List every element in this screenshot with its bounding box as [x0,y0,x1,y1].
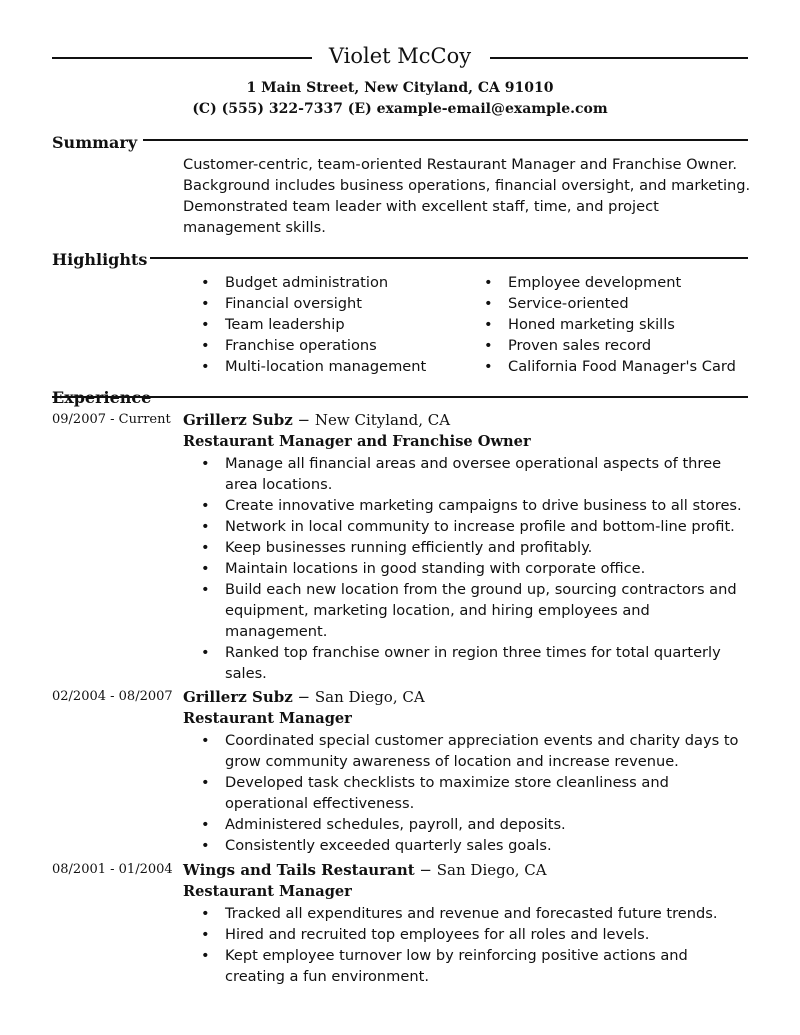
highlight-item: • Financial oversight [183,293,426,314]
job-title: Restaurant Manager and Franchise Owner [183,433,531,450]
address-line: 1 Main Street, New Cityland, CA 91010 [246,80,554,96]
highlight-item: • Proven sales record [466,335,736,356]
experience-rule [52,396,748,398]
job-bullet: • Administered schedules, payroll, and deposits. [183,814,748,835]
job-header: Grillerz Subz − San Diego, CA [183,688,425,706]
highlight-item: • Budget administration [183,272,426,293]
job-title: Restaurant Manager [183,883,352,900]
job-location: San Diego, CA [436,861,547,879]
job-bullet: • Manage all financial areas and oversee operational aspects of three area locations. [183,453,748,495]
job-company: Wings and Tails Restaurant [183,861,415,879]
summary-line: Customer-centric, team-oriented Restaurant Manager and Franchise Owner. [183,156,738,173]
job-header: Wings and Tails Restaurant − San Diego, CA [183,861,547,879]
job-bullet: • Hired and recruited top employees for all roles and levels. [183,924,748,945]
job-bullets [183,903,748,987]
candidate-name: Violet McCoy [328,44,472,68]
highlights-right-list [466,272,736,377]
job-dates: 09/2007 - Current [52,412,171,427]
job-bullet: • Maintain locations in good standing with corporate office. [183,558,748,579]
contact-line: (C) (555) 322-7337 (E) example-email@example.com [192,101,608,117]
job-location: San Diego, CA [314,688,425,706]
job-bullets [183,453,748,684]
highlights-left-list [183,272,426,377]
job-entry [183,687,748,856]
highlight-item: • California Food Manager's Card [466,356,736,377]
job-bullet: • Consistently exceeded quarterly sales goals. [183,835,748,856]
highlights-rule [150,257,748,259]
highlight-item: • Multi-location management [183,356,426,377]
job-bullet: • Create innovative marketing campaigns to drive business to all stores. [183,495,748,516]
summary-rule [143,139,748,141]
job-entry [183,860,748,987]
job-company: Grillerz Subz [183,411,293,429]
job-bullets [183,730,748,856]
job-entry [183,410,748,684]
highlights-heading: Highlights [52,250,148,269]
job-bullet: • Tracked all expenditures and revenue and forecasted future trends. [183,903,748,924]
job-dates: 08/2001 - 01/2004 [52,862,173,877]
job-bullet: • Developed task checklists to maximize store cleanliness and operational effectiveness. [183,772,748,814]
job-bullet: • Coordinated special customer appreciation events and charity days to grow community awareness of location and increase revenue. [183,730,748,772]
job-bullet: • Keep businesses running efficiently and profitably. [183,537,748,558]
job-bullet: • Kept employee turnover low by reinforcing positive actions and creating a fun environment. [183,945,748,987]
job-location: New Cityland, CA [314,411,451,429]
summary-line: management skills. [183,219,326,236]
highlight-item: • Franchise operations [183,335,426,356]
summary-heading: Summary [52,133,138,152]
job-header: Grillerz Subz − New Cityland, CA [183,411,451,429]
summary-line: Demonstrated team leader with excellent staff, time, and project [183,198,659,215]
job-bullet: • Build each new location from the ground up, sourcing contractors and equipment, marketing location, and hiring employees and management. [183,579,748,642]
job-dates: 02/2004 - 08/2007 [52,689,173,704]
highlight-item: • Honed marketing skills [466,314,736,335]
job-title: Restaurant Manager [183,710,352,727]
job-bullet: • Network in local community to increase profile and bottom-line profit. [183,516,748,537]
summary-line: Background includes business operations, financial oversight, and marketing. [183,177,751,194]
summary-text [183,154,750,238]
highlight-item: • Employee development [466,272,736,293]
job-company: Grillerz Subz [183,688,293,706]
job-bullet: • Ranked top franchise owner in region three times for total quarterly sales. [183,642,748,684]
highlight-item: • Service-oriented [466,293,736,314]
highlight-item: • Team leadership [183,314,426,335]
